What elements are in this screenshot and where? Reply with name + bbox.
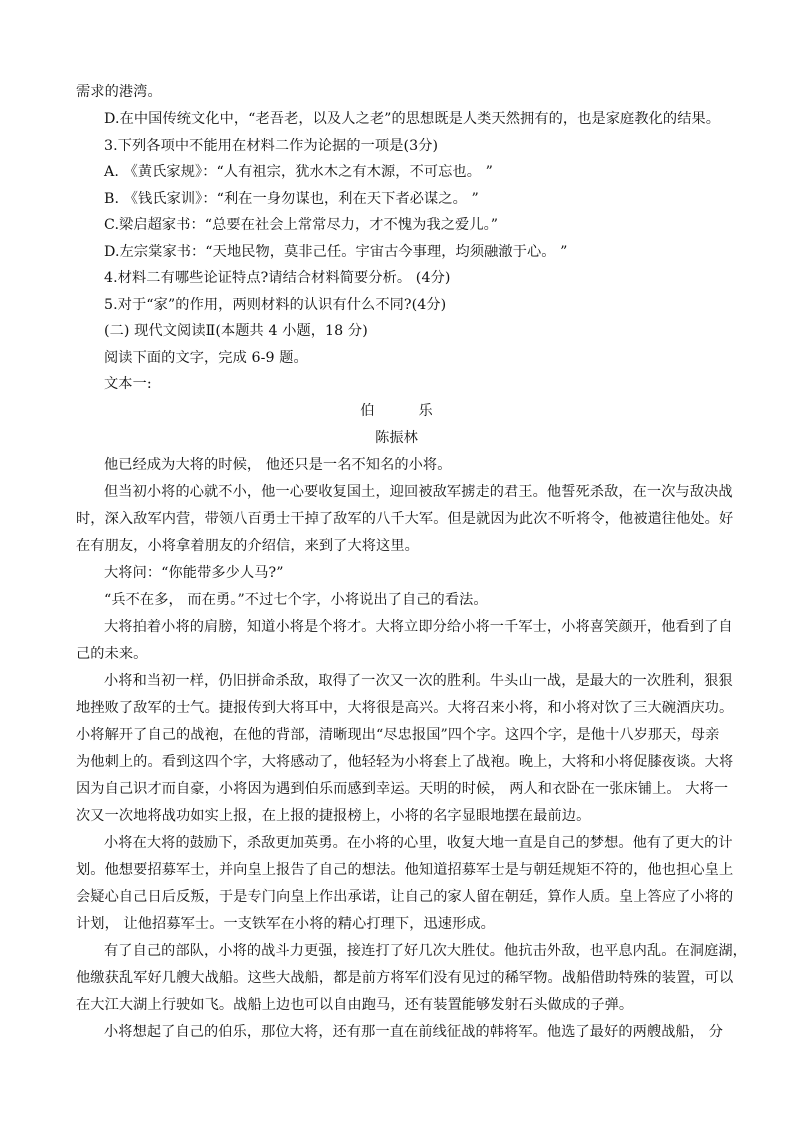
story-line: 时，深入敌军内营，带领八百勇士干掉了敌军的八千大军。但是就因为此次不听将令，他被遣往他处。好: [76, 511, 734, 527]
story-line: 为他刺上的。看到这四个字，大将感动了，他轻轻为小将套上了战袍。晚上，大将和小将促膝夜谈。大将: [76, 754, 734, 770]
story-title-left: 伯: [360, 403, 375, 419]
question-5: 5.对于“家”的作用，两则材料的认识有什么不同?(4分): [104, 297, 447, 313]
option-b: B. 《钱氏家训》：“利在一身勿谋也，利在天下者必谋之。 ”: [104, 191, 479, 207]
story-line: 他缴获乱军好几艘大战船。这些大战船，都是前方将军们没有见过的稀罕物。战船借助特殊的装置，可以: [76, 970, 734, 986]
story-line: 地挫败了敌军的士气。捷报传到大将耳中，大将很是高兴。大将召来小将，和小将对饮了三大碗酒庆功。: [76, 700, 734, 716]
story-line: 因为自己识才而自豪，小将因为遇到伯乐而感到幸运。天明的时候， 两人和衣卧在一张床铺上。 大将一: [76, 781, 729, 797]
story-line: 次又一次地将战功如实上报，在上报的捷报榜上，小将的名字显眼地摆在最前边。: [76, 808, 591, 824]
option-d-line: D.在中国传统文化中，“老吾老，以及人之老”的思想既是人类天然拥有的，也是家庭教化的结果。: [104, 111, 721, 127]
story-line: 小将在大将的鼓励下，杀敌更加英勇。在小将的心里，收复大地一直是自己的梦想。他有了更大的计: [104, 835, 733, 851]
story-line: 小将解开了自己的战袍，在他的背部，清晰现出“尽忠报国”四个字。这四个字，是他十八岁那天，母亲: [76, 727, 720, 743]
story-line: 划。他想要招募军士，并向皇上报告了自己的想法。他知道招募军士是与朝廷规矩不符的，他也担心皇上: [76, 862, 734, 878]
question-4: 4.材料二有哪些论证特点?请结合材料简要分析。 (4分): [104, 270, 451, 286]
story-line: 会疑心自己日后反叛，于是专门向皇上作出承诺，让自己的家人留在朝廷，算作人质。皇上答应了小将的: [76, 889, 734, 905]
reading-instruction: 阅读下面的文字，完成 6-9 题。: [104, 350, 308, 366]
story-line: 小将想起了自己的伯乐，那位大将，还有那一直在前线征战的韩将军。他选了最好的两艘战船， 分: [104, 1024, 723, 1040]
story-line: 有了自己的部队，小将的战斗力更强，接连打了好几次大胜仗。他抗击外敌，也平息内乱。在洞庭湖，: [104, 943, 747, 959]
story-line: 他已经成为大将的时候， 他还只是一名不知名的小将。: [104, 457, 452, 473]
option-a: A. 《黄氏家规》：“人有祖宗，犹水木之有木源，不可忘也。 ”: [104, 164, 493, 180]
story-line: 计划， 让他招募军士。一支铁军在小将的精心打理下，迅速形成。: [76, 916, 495, 932]
story-line: 但当初小将的心就不小，他一心要收复国土，迎回被敌军掳走的君王。他誓死杀敌，在一次与敌决战: [104, 484, 733, 500]
text-one-label: 文本一:: [104, 376, 152, 392]
option-c: C.梁启超家书：“总要在社会上常常尽力，才不愧为我之爱儿。”: [104, 217, 499, 233]
story-line: 小将和当初一样，仍旧拼命杀敌，取得了一次又一次的胜利。牛头山一战，是最大的一次胜利，狠狠: [104, 673, 733, 689]
question-3: 3.下列各项中不能用在材料二作为论据的一项是(3分): [104, 138, 439, 154]
story-line: 己的未来。: [76, 646, 148, 662]
story-line: 在有朋友，小将拿着朋友的介绍信，来到了大将这里。: [76, 538, 419, 554]
story-line: 大将问：“你能带多少人马?”: [104, 565, 284, 581]
text-line: 需求的港湾。: [76, 84, 162, 100]
option-d: D.左宗棠家书：“天地民物，莫非己任。宇宙古今事理，均须融澈于心。 ”: [104, 244, 568, 260]
section-heading: (二) 现代文阅读Ⅱ(本题共 4 小题，18 分): [104, 323, 368, 339]
story-title-right: 乐: [418, 403, 433, 419]
story-author: 陈振林: [375, 430, 418, 446]
story-title: [0, 401, 793, 421]
story-line: “兵不在多， 而在勇。”不过七个字，小将说出了自己的看法。: [104, 592, 488, 608]
story-line: 大将拍着小将的肩膀，知道小将是个将才。大将立即分给小将一千军士，小将喜笑颜开，他看到了自: [104, 619, 733, 635]
story-line: 在大江大湖上行驶如飞。战船上边也可以自由跑马，还有装置能够发射石头做成的子弹。: [76, 997, 634, 1013]
